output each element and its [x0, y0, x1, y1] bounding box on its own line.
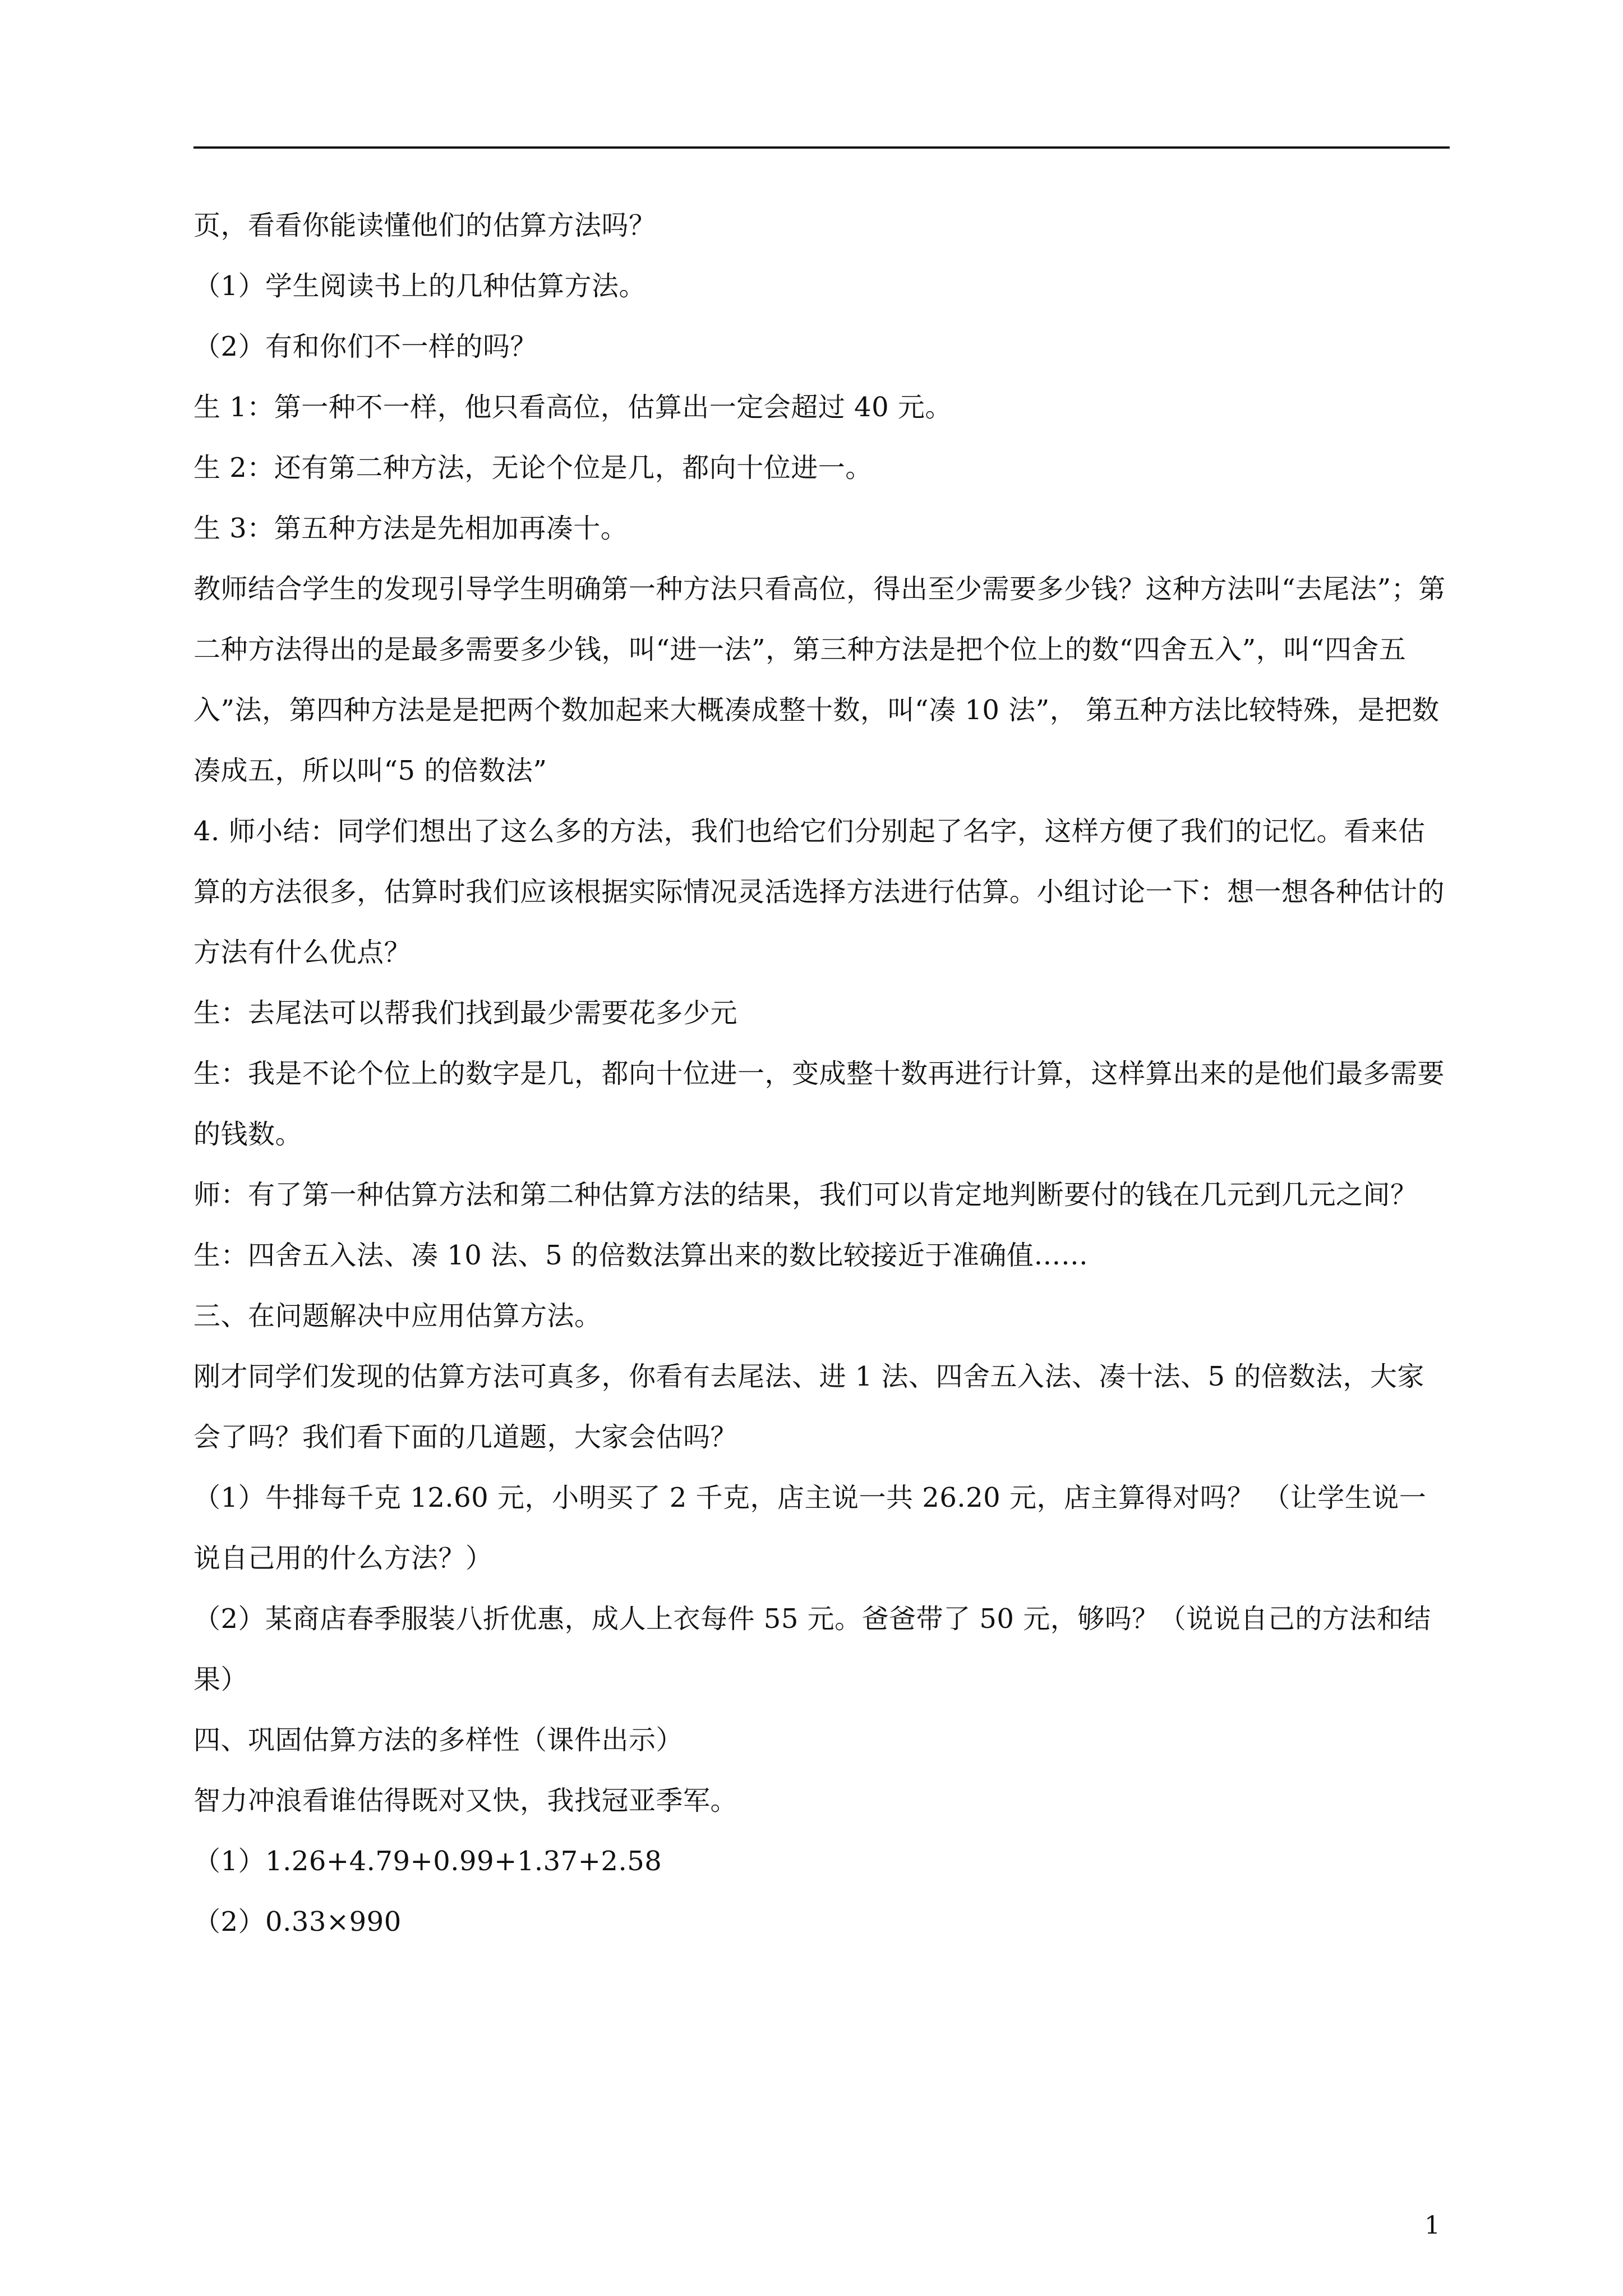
paragraph: （2）某商店春季服装八折优惠，成人上衣每件 55 元。爸爸带了 50 元，够吗？（说说自己的方法和结果） — [193, 1603, 1431, 1695]
paragraph: （2）有和你们不一样的吗？ — [193, 331, 538, 362]
paragraph: 页，看看你能读懂他们的估算方法吗？ — [193, 210, 656, 241]
page-number: 1 — [1424, 2211, 1440, 2240]
paragraph: 4. 师小结：同学们想出了这么多的方法，我们也给它们分别起了名字，这样方便了我们的记忆。看来估算的方法很多，估算时我们应该根据实际情况灵活选择方法进行估算。小组讨论一下：想一想各种估计的方法有什么优点？ — [193, 816, 1445, 968]
paragraph: 教师结合学生的发现引导学生明确第一种方法只看高位，得出至少需要多少钱？这种方法叫“去尾法”；第二种方法得出的是最多需要多少钱，叫“进一法”，第三种方法是把个位上的数“四舍五入”，叫“四舍五入”法，第四种方法是是把两个数加起来大概凑成整十数，叫“凑 10 法”， 第五种方法比较特殊，是把数凑成五，所以叫“5 的倍数法” — [193, 573, 1446, 786]
paragraph: 生：去尾法可以帮我们找到最少需要花多少元 — [193, 997, 738, 1029]
paragraph: （2）0.33×990 — [193, 1906, 402, 1938]
paragraph: 刚才同学们发现的估算方法可真多，你看有去尾法、进 1 法、四舍五入法、凑十法、5 的倍数法，大家会了吗？我们看下面的几道题，大家会估吗？ — [193, 1361, 1424, 1453]
paragraph: 生 1：第一种不一样，他只看高位，估算出一定会超过 40 元。 — [193, 392, 952, 423]
paragraph: （1）1.26+4.79+0.99+1.37+2.58 — [193, 1846, 662, 1877]
header-rule — [193, 146, 1450, 149]
paragraph: （1）学生阅读书上的几种估算方法。 — [193, 270, 647, 302]
document-body — [193, 195, 1450, 1952]
paragraph: 生：四舍五入法、凑 10 法、5 的倍数法算出来的数比较接近于准确值…… — [193, 1240, 1089, 1271]
paragraph: 生 3：第五种方法是先相加再凑十。 — [193, 513, 628, 544]
paragraph: 生：我是不论个位上的数字是几，都向十位进一，变成整十数再进行计算，这样算出来的是他们最多需要的钱数。 — [193, 1058, 1445, 1150]
paragraph: 生 2：还有第二种方法，无论个位是几，都向十位进一。 — [193, 452, 873, 484]
section-heading: 四、巩固估算方法的多样性（课件出示） — [193, 1724, 684, 1756]
paragraph: （1）牛排每千克 12.60 元，小明买了 2 千克，店主说一共 26.20 元，店主算得对吗？ （让学生说一说自己用的什么方法？） — [193, 1482, 1427, 1574]
paragraph: 师：有了第一种估算方法和第二种估算方法的结果，我们可以肯定地判断要付的钱在几元到几元之间？ — [193, 1179, 1418, 1211]
section-heading: 三、在问题解决中应用估算方法。 — [193, 1300, 602, 1332]
paragraph: 智力冲浪看谁估得既对又快，我找冠亚季军。 — [193, 1785, 738, 1816]
